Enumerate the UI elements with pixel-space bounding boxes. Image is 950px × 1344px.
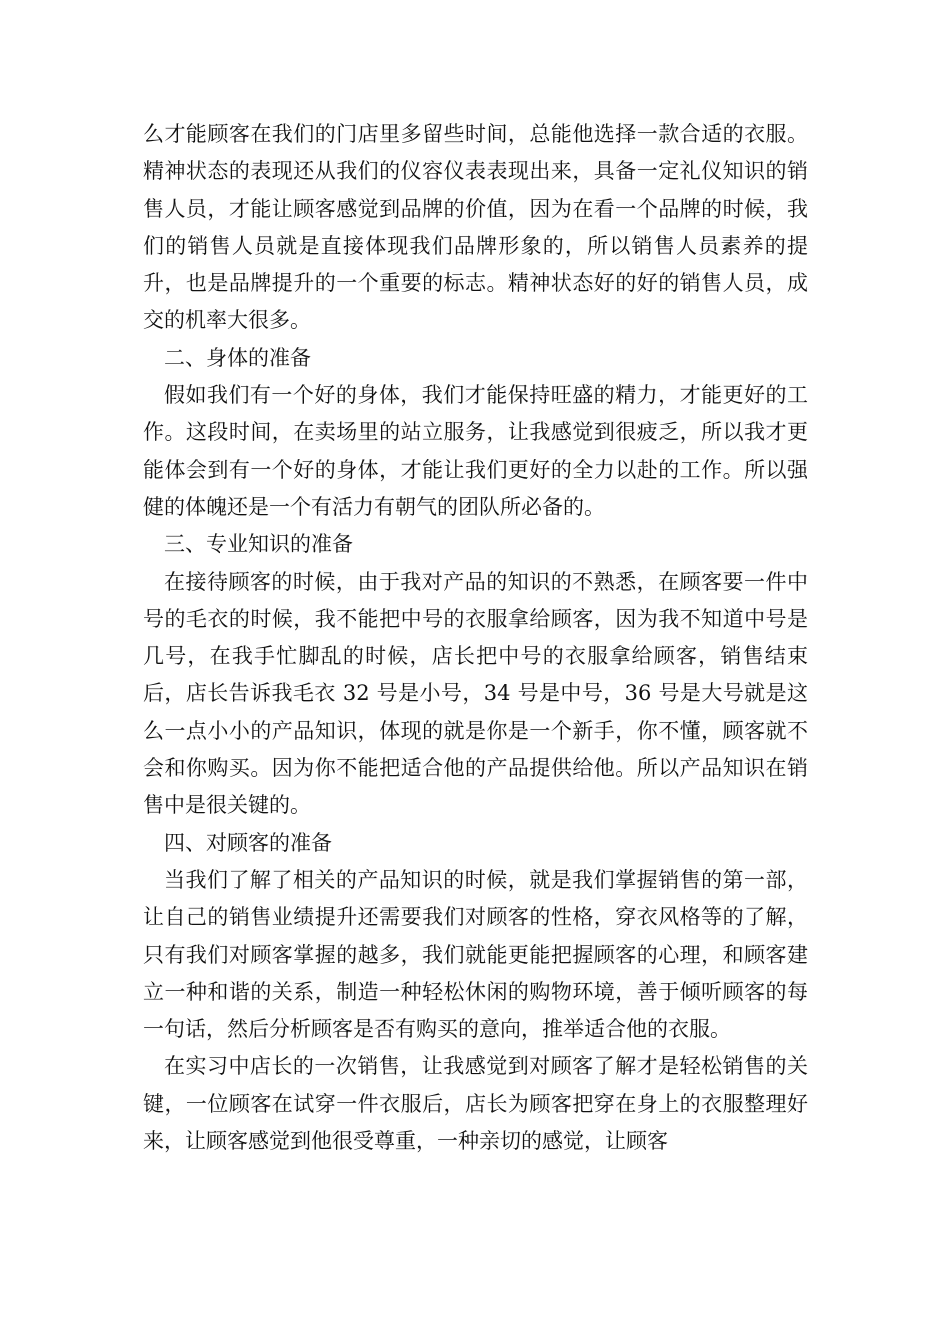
document-page	[143, 116, 808, 1160]
body-paragraph: 么才能顾客在我们的门店里多留些时间，总能他选择一款合适的衣服。精神状态的表现还从我们的仪容仪表表现出来，具备一定礼仪知识的销售人员，才能让顾客感觉到品牌的价值，因为在看一个品牌的时候，我们的销售人员就是直接体现我们品牌形象的，所以销售人员素养的提升，也是品牌提升的一个重要的标志。精神状态好的好的销售人员，成交的机率大很多。	[143, 122, 808, 333]
section-heading: 三、专业知识的准备	[164, 532, 353, 557]
section-heading: 四、对顾客的准备	[164, 830, 332, 855]
body-paragraph: 在实习中店长的一次销售，让我感觉到对顾客了解才是轻松销售的关键，一位顾客在试穿一件衣服后，店长为顾客把穿在身上的衣服整理好来，让顾客感觉到他很受尊重，一种亲切的感觉，让顾客	[143, 1054, 808, 1154]
body-paragraph: 当我们了解了相关的产品知识的时候，就是我们掌握销售的第一部，让自己的销售业绩提升还需要我们对顾客的性格，穿衣风格等的了解，只有我们对顾客掌握的越多，我们就能更能把握顾客的心理，和顾客建立一种和谐的关系，制造一种轻松休闲的购物环境，善于倾听顾客的每一句话，然后分析顾客是否有购买的意向，推举适合他的衣服。	[143, 867, 808, 1042]
body-paragraph: 假如我们有一个好的身体，我们才能保持旺盛的精力，才能更好的工作。这段时间，在卖场里的站立服务，让我感觉到很疲乏，所以我才更能体会到有一个好的身体，才能让我们更好的全力以赴的工作。所以强健的体魄还是一个有活力有朝气的团队所必备的。	[143, 383, 808, 519]
body-paragraph: 在接待顾客的时候，由于我对产品的知识的不熟悉，在顾客要一件中号的毛衣的时候，我不能把中号的衣服拿给顾客，因为我不知道中号是几号，在我手忙脚乱的时候，店长把中号的衣服拿给顾客，销售结束后，店长告诉我毛衣 32 号是小号，34 号是中号，36 号是大号就是这么一点小小的产品知识，体现的就是你是一个新手，你不懂，顾客就不会和你购买。因为你不能把适合他的产品提供给他。所以产品知识在销售中是很关键的。	[143, 569, 808, 818]
section-heading: 二、身体的准备	[164, 345, 311, 370]
